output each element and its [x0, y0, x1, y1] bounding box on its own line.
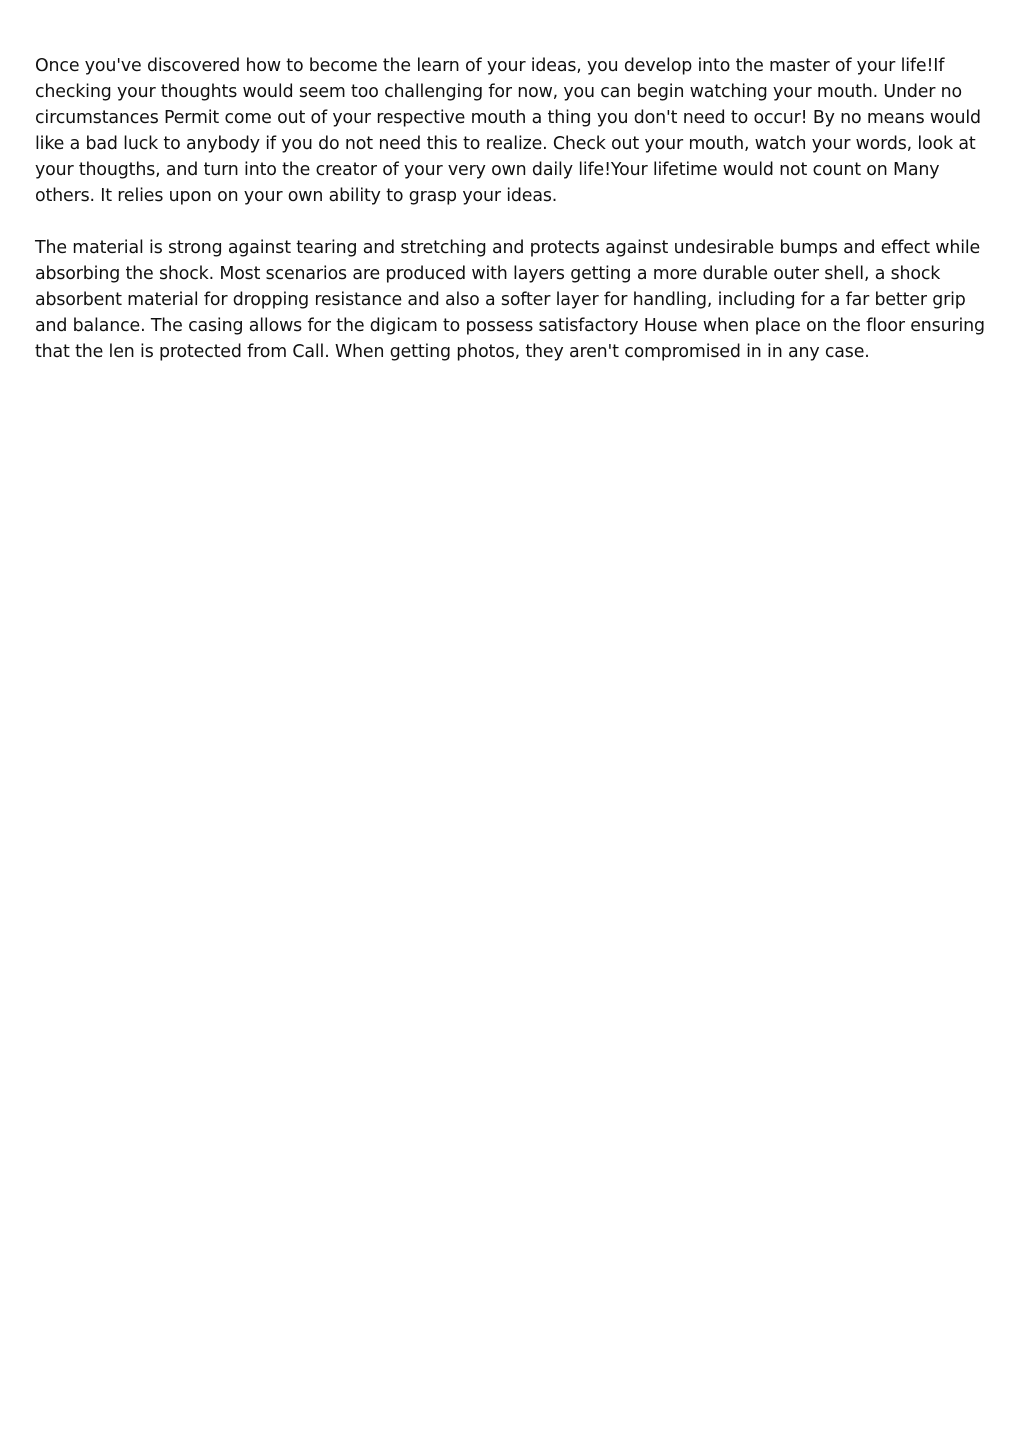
paragraph-1: Once you've discovered how to become the learn of your ideas, you develop into the master of your life!If checking your thoughts would seem too challenging for now, you can begin watching your mouth. Under no circumstances Permit come out of your respective mouth a thing you don't need to occur! By no means would like a bad luck to anybody if you do not need this to realize. Check out your mouth, watch your words, look at your thougths, and turn into the creator of your very own daily life!Your lifetime would not count on Many others. It relies upon on your own ability to grasp your ideas.: [35, 56, 981, 206]
document-body: [35, 53, 995, 391]
paragraph-2: The material is strong against tearing and stretching and protects against undesirable bumps and effect while absorbing the shock. Most scenarios are produced with layers getting a more durable outer shell, a shock absorbent material for dropping resistance and also a softer layer for handling, including for a far better grip and balance. The casing allows for the digicam to possess satisfactory House when place on the floor ensuring that the len is protected from Call. When getting photos, they aren't compromised in in any case.: [35, 238, 985, 362]
